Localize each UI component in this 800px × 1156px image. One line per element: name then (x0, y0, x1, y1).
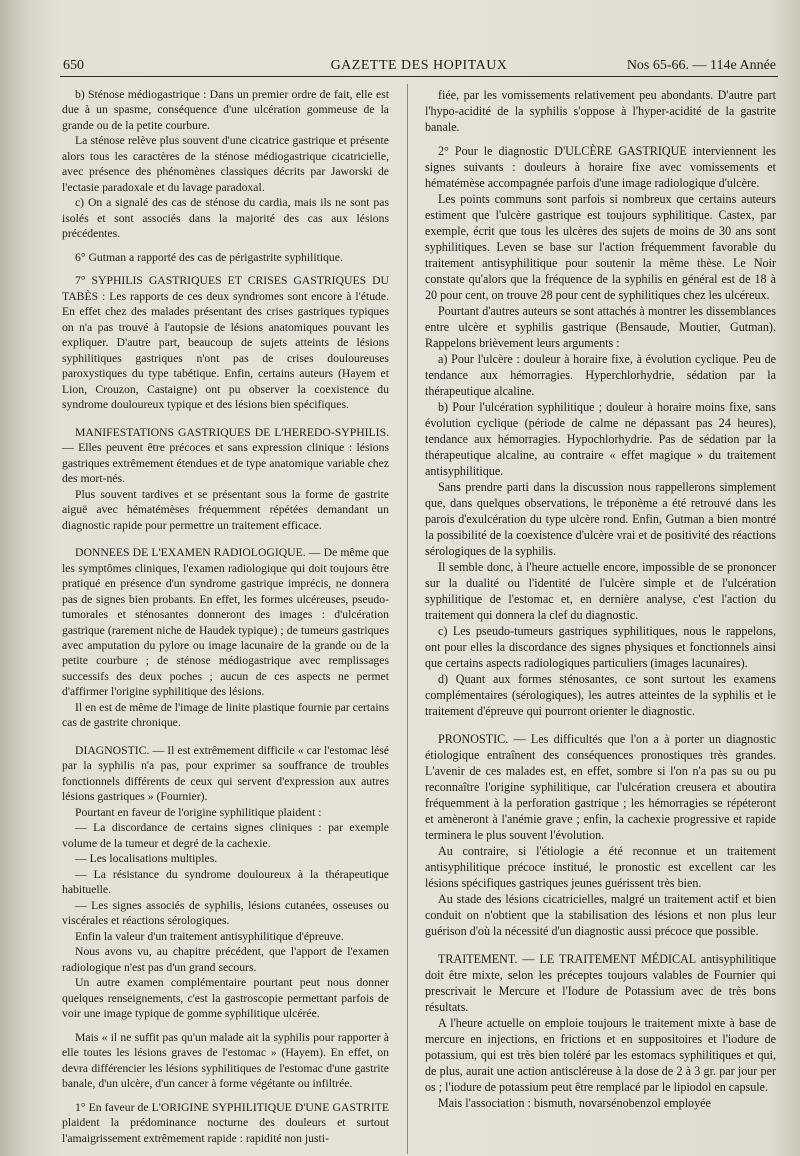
paragraph: Il semble donc, à l'heure actuelle encore, impossible de se prononcer sur la dualité ou l'identité de l'ulcère simple et de l'ulcération syphilitique de l'estomac et, en dernière analyse, c'est l'action du traitement qui donnera la clef du diagnostic. (425, 560, 776, 622)
paragraph: Un autre examen complémentaire pourtant peut nous donner quelques renseignements, c'est la gastroscopie permettant parfois de voir une image typique de gomme syphilitique ulcérée. (62, 976, 389, 1021)
paragraph: Au stade des lésions cicatricielles, malgré un traitement actif et bien conduit on n'obtient que la stabilisation des lésions et non plus leur guérison d'où la nécessité d'un diagnostic aussi précoce que possible. (425, 892, 776, 938)
paragraph: 2° Pour le diagnostic D'ULCÈRE GASTRIQUE interviennent les signes suivants : douleurs à horaire fixe avec vomissements et hématémèse accompagnée parfois d'une image radiologique d'ulcère. (425, 144, 776, 190)
running-header (60, 54, 778, 77)
paragraph: La sténose relève plus souvent d'une cicatrice gastrique et présente alors tous les caractères de la sténose médiogastrique cicatricielle, avec présence des phénomènes classiques décrits par Jaworski de l'ectasie paradoxale et du lavage paradoxal. (62, 134, 389, 194)
paragraph: Pourtant en faveur de l'origine syphilitique plaident : (75, 805, 322, 819)
section-heading-paragraph: DIAGNOSTIC. — Il est extrêmement difficile « car l'estomac lésé par la syphilis n'a pas, pour exprimer sa souffrance de troubles fonctionnels différents de ceux qui servent d'expression aux autres lésions gastriques » (Fournier). (62, 743, 389, 804)
list-item: — La discordance de certains signes cliniques : par exemple volume de la tumeur et degré de la cachexie. (62, 821, 389, 850)
paragraph: Il en est de même de l'image de linite plastique fournie par certains cas de gastrite chronique. (62, 700, 389, 730)
section-heading-paragraph: PRONOSTIC. — Les difficultés que l'on a à porter un diagnostic étiologique entraînent des conséquences pronostiques très grandes. L'avenir de ces malades est, en effet, sombre si l'on n'a pas su ou pu reconnaître l'origine syphilitique, car l'ulcération creusera et aboutira fréquemment à la perforation gastrique ; les hémorragies se répéteront et amèneront à l'anémie grave ; enfin, la cachexie progressive et rapide terminera le plus souvent l'évolution. (425, 732, 776, 842)
column-divider (407, 84, 408, 1154)
paragraph: A l'heure actuelle on emploie toujours le traitement mixte à base de mercure en injections, en frictions et en suppositoires et l'iodure de potassium, qui est très bien toléré par les estomacs syphilitiques et qui, de plus, aurait une action antiscléreuse à la dose de 2 à 3 gr. par jour per os ; l'iodure de potassium peut être remplacé par le lipiodol en capsule. (425, 1016, 776, 1094)
journal-title: GAZETTE DES HOPITAUX (330, 58, 508, 73)
paragraph: c) On a signalé des cas de sténose du cardia, mais ils ne sont pas isolés et sont associés dans la majorité des cas aux lésions précédentes. (62, 196, 389, 241)
list-item: — Les signes associés de syphilis, lésions cutanées, osseuses ou viscérales et réactions sérologiques. (62, 898, 389, 928)
paragraph: Nous avons vu, au chapitre précédent, que l'apport de l'examen radiologique n'est pas d'un grand secours. (62, 945, 389, 974)
section-heading-paragraph: DONNEES DE L'EXAMEN RADIOLOGIQUE. — De même que les symptômes cliniques, l'examen radiologique qui doit toujours être pratiqué en présence d'un syndrome gastrique imprécis, ne donnera pas de signes bien probants. En effet, les formes ulcéreuses, pseudo-tumorales et sténosantes donneront des images : d'ulcération gastrique (rarement niche de Haudek typique) ; de tumeurs gastriques avec amputation du pylore ou image lacunaire de la grande ou de la petite courbure ; de sténose médiogastrique avec remplissages successifs des deux poches ; aucun de ces aspects ne permet d'affirmer l'origine syphilitique des lésions. (62, 546, 389, 699)
section-heading-paragraph: TRAITEMENT. — LE TRAITEMENT MÉDICAL antisyphilitique doit être mixte, selon les préceptes toujours valables de Fournier qui prescrivait le Mercure et l'Iodure de Potassium avec de très bons résultats. (425, 952, 776, 1014)
section-heading-paragraph: MANIFESTATIONS GASTRIQUES DE L'HEREDO-SYPHILIS. — Elles peuvent être précoces et sans expression clinique : lésions gastriques extrêmement étendues et de type anatomique variable chez des mort-nés. (62, 425, 389, 486)
paragraph: b) Sténose médiogastrique : Dans un premier ordre de fait, elle est due à un spasme, conséquence d'une ulcération gommeuse de la grande ou de la petite courbure. (62, 88, 389, 132)
list-item: d) Quant aux formes sténosantes, ce sont surtout les examens complémentaires (sérologiques), les autres atteintes de la syphilis et le traitement d'épreuve qui pourront orienter le diagnostic. (425, 672, 776, 718)
paragraph: Pourtant d'autres auteurs se sont attachés à montrer les dissemblances entre ulcère et syphilis gastrique (Bensaude, Moutier, Gutman). Rappelons brièvement leurs arguments : (425, 304, 776, 350)
list-item: — La résistance du syndrome douloureux à la thérapeutique habituelle. (62, 867, 389, 897)
paragraph: Sans prendre parti dans la discussion nous rappellerons simplement que, dans quelques observations, le tréponème a été retrouvé dans les parois d'exulcération du type ulcère rond. Enfin, Gutman a bien montré la possibilité de la coexistence d'ulcère vrai et de positivité des réactions sérologiques de la syphilis. (425, 480, 776, 558)
paragraph: 7° SYPHILIS GASTRIQUES ET CRISES GASTRIQUES DU TABÈS : Les rapports de ces deux syndromes sont encore à l'étude. En effet chez des malades présentant des crises gastriques typiques on n'a pas trouvé à l'autopsie de lésions anatomiques pouvant les expliquer. D'autre part, beaucoup de sujets atteints de lésions syphilitiques gastriques n'ont pas de crises douloureuses paroxystiques du type tabétique. Enfin, certains auteurs (Hayem et Lion, Crouzon, Castaigne) ont pu observer la coexistence du syndrome douloureux typique et des lésions bien spécifiques. (62, 274, 389, 412)
list-item: c) Les pseudo-tumeurs gastriques syphilitiques, nous le rappelons, ont pour elles la discordance des signes physiques et fonctionnels ainsi que certains aspects radiologiques particuliers (images lacunaires). (425, 624, 776, 670)
paragraph: 1° En faveur de L'ORIGINE SYPHILITIQUE D'UNE GASTRITE plaident la prédominance nocturne des douleurs et surtout l'amaigrissement extrêmement rapide : rapidité non justi- (62, 1100, 389, 1145)
paragraph: 6° Gutman a rapporté des cas de périgastrite syphilitique. (75, 250, 343, 264)
paragraph: Au contraire, si l'étiologie a été reconnue et un traitement antisyphilitique précoce institué, le pronostic est excellent car les lésions spécifiques gastriques jeunes guérissent très bien. (425, 844, 776, 890)
list-item: a) Pour l'ulcère : douleur à horaire fixe, à évolution cyclique. Peu de tendance aux hémorragies. Hyperchlorhydrie, sédation par la thérapeutique alcaline. (425, 352, 776, 398)
page-number: 650 (63, 58, 84, 73)
left-column (62, 87, 389, 1146)
paragraph: Mais l'association : bismuth, novarsénobenzol employée (438, 1096, 711, 1110)
paragraph: fiée, par les vomissements relativement peu abondants. D'autre part l'hypo-acidité de la syphilis s'oppose à l'hyper-acidité de la gastrite banale. (425, 88, 776, 134)
issue-info: Nos 65-66. — 114e Année (626, 58, 776, 73)
right-column (425, 87, 776, 1111)
paragraph: Mais « il ne suffit pas qu'un malade ait la syphilis pour rapporter à elle toutes les lésions graves de l'estomac » (Hayem). En effet, on devra différencier les lésions syphilitiques de l'estomac d'une gastrite banale, d'un ulcère, d'un cancer à forme végétante ou infiltrée. (62, 1030, 389, 1091)
list-item: b) Pour l'ulcération syphilitique ; douleur à horaire moins fixe, sans évolution cyclique (période de calme ne dépassant pas 24 heures), tendance aux hémorragies. Hypochlorhydrie. Pas de sédation par la thérapeutique alcaline, au contraire « effet magique » du traitement antisyphilitique. (425, 400, 776, 478)
paragraph: Les points communs sont parfois si nombreux que certains auteurs estiment que l'ulcère gastrique est toujours syphilitique. Castex, par exemple, écrit que tous les ulcères des sujets de moins de 30 ans sont syphilitiques. Leven se base sur l'action fréquemment favorable du traitement antisyphilitique pour soutenir la même thèse. Le Noir constate qu'alors que la fréquence de la syphilis en général est de 18 à 20 pour cent, on trouve 28 pour cent de syphilitiques chez les ulcéreux. (425, 192, 776, 302)
list-item: — Les localisations multiples. (75, 852, 218, 866)
paragraph: Plus souvent tardives et se présentant sous la forme de gastrite aiguë avec hématémèses fréquemment répétées demandant un diagnostic rapide pour permettre un traitement efficace. (62, 487, 389, 532)
paragraph: Enfin la valeur d'un traitement antisyphilitique d'épreuve. (75, 929, 344, 943)
